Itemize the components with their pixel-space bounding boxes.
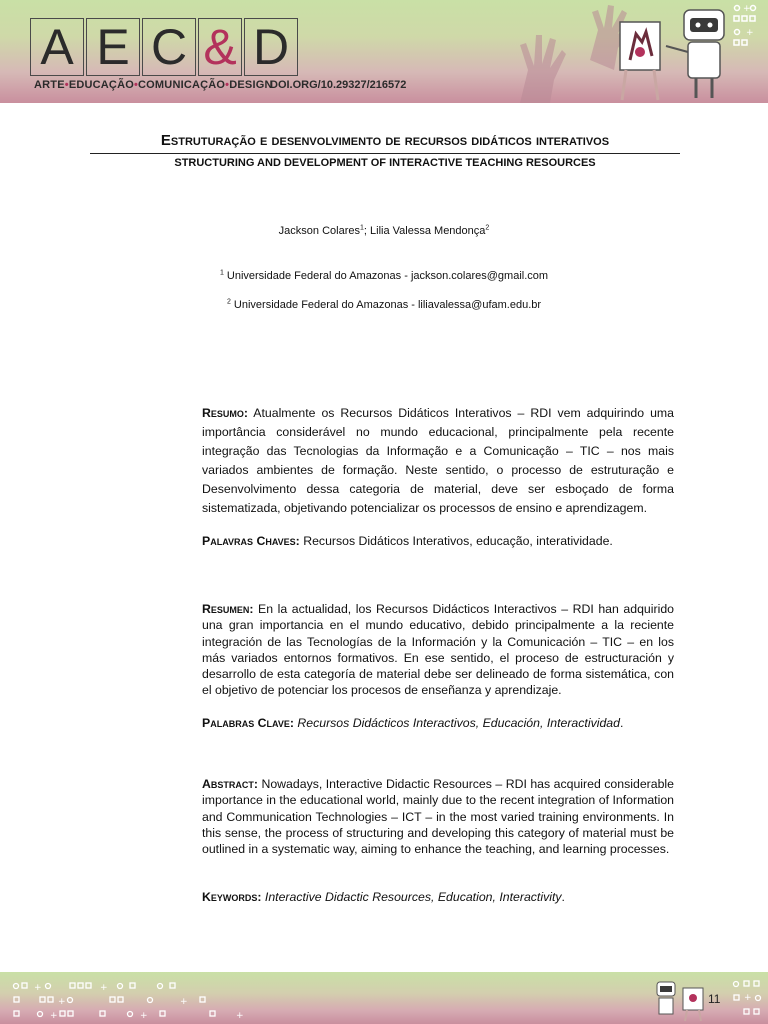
tagline-word: EDUCAÇÃO xyxy=(68,79,134,91)
robot-icon xyxy=(655,976,707,1022)
affiliation-mark: 2 xyxy=(226,298,231,306)
article-title-block xyxy=(90,132,680,169)
affiliation-mark: 1 xyxy=(219,269,224,277)
keywords-label: Keywords: xyxy=(202,890,262,904)
resumo-text: Atualmente os Recursos Didáticos Interativos – RDI vem adquirindo uma importância considerável no mundo educacional, principalmente pela recente integração das Tecnologias da Informação e a Comunicação – TIC – nos mais variados ambientes de formação. Neste sentido, o processo de estruturação e Desenvolvimento dessa categoria de material, deve ser esboçado de forma sistematizada, objetivando potencializar os processos de ensino e aprendizagem. xyxy=(202,406,674,515)
abstract-label: Abstract: xyxy=(202,777,258,791)
logo-letter-d: D xyxy=(244,18,298,76)
palabras-clave-end: . xyxy=(619,716,624,730)
resumen-paragraph xyxy=(202,601,674,699)
svg-text:+: + xyxy=(180,997,188,1007)
tagline-word: DESIGN xyxy=(229,79,273,91)
article-title: Estruturação e desenvolvimento de recursos didáticos interativos xyxy=(90,132,680,154)
article-subtitle: STRUCTURING AND DEVELOPMENT OF INTERACTIVE TEACHING RESOURCES xyxy=(174,157,596,169)
affiliation-text[interactable]: Universidade Federal do Amazonas - jackson.colares@gmail.com xyxy=(223,270,549,282)
palavras-chaves-label: Palavras Chaves: xyxy=(202,534,300,548)
symbol-pattern-icon xyxy=(730,978,764,1022)
svg-text:+: + xyxy=(236,1011,244,1020)
svg-text:+: + xyxy=(743,4,751,14)
affiliation-text[interactable]: Universidade Federal do Amazonas - liliavalessa@ufam.edu.br xyxy=(230,299,542,311)
author-separator: ; xyxy=(363,225,371,237)
keywords-paragraph xyxy=(202,888,674,907)
svg-text:+: + xyxy=(58,997,66,1007)
palabras-clave-text: Recursos Didácticos Interactivos, Educación, Interactividad xyxy=(297,716,620,730)
tagline-word: ARTE xyxy=(34,79,65,91)
tagline-word: COMUNICAÇÃO xyxy=(138,79,226,91)
svg-text:+: + xyxy=(50,1011,58,1020)
svg-text:+: + xyxy=(746,28,754,38)
palabras-clave-paragraph xyxy=(202,714,674,733)
palavras-chaves-paragraph xyxy=(202,532,674,551)
svg-text:+: + xyxy=(100,983,108,993)
palavras-chaves-text: Recursos Didáticos Interativos, educação, interatividade. xyxy=(299,534,613,548)
symbol-pattern-icon xyxy=(10,980,260,1020)
abstract-text: Nowadays, Interactive Didactic Resources – RDI has acquired considerable importance in the educational world, mainly due to the recent integration of Information and Communication Technologies – ICT – in the most varied training environments. In this sense, the process of structuring and developing this category of material must be outlined in a systematic way, aiming to enhance the teaching, and learning processes. xyxy=(202,777,674,857)
logo-letter-e: E xyxy=(86,18,140,76)
header-band xyxy=(0,0,768,103)
authors-line xyxy=(0,225,768,237)
abstract-paragraph xyxy=(202,776,674,857)
svg-text:+: + xyxy=(744,993,752,1003)
svg-text:+: + xyxy=(34,983,42,993)
page-number: 11 xyxy=(708,992,721,1006)
resumo-paragraph xyxy=(202,404,674,518)
affiliation-1 xyxy=(0,270,768,282)
journal-logo[interactable] xyxy=(30,18,298,76)
logo-letter-a: A xyxy=(30,18,84,76)
resumen-label: Resumen: xyxy=(202,602,254,616)
keywords-text: Interactive Didactic Resources, Education, Interactivity xyxy=(264,890,562,904)
svg-text:+: + xyxy=(140,1011,148,1020)
author-affiliation-mark: 1 xyxy=(360,224,364,232)
logo-ampersand: & xyxy=(198,18,242,76)
doi-link[interactable]: DOI.ORG/10.29327/216572 xyxy=(270,79,407,91)
author-name: Lilia Valessa Mendonça xyxy=(370,225,486,237)
affiliation-2 xyxy=(0,299,768,311)
logo-letter-c: C xyxy=(142,18,196,76)
footer-band xyxy=(0,972,768,1024)
robot-painter-icon xyxy=(616,2,766,102)
palabras-clave-label: Palabras Clave: xyxy=(202,716,294,730)
keywords-end: . xyxy=(561,890,565,904)
resumen-text: En la actualidad, los Recursos Didácticos Interactivos – RDI han adquirido una gran importancia en el mundo educativo, debido principalmente a la reciente integración de las Tecnologías de la Información y la Comunicación – TIC – en los más variados entornos formativos. En ese sentido, el proceso de estructuración y desarrollo de esta categoría de material debe ser delineado de forma sistemática, con el objetivo de potenciar los procesos de enseñanza y aprendizaje. xyxy=(202,602,674,698)
resumo-label: Resumo: xyxy=(202,406,248,420)
author-affiliation-mark: 2 xyxy=(485,224,490,232)
author-name: Jackson Colares xyxy=(278,225,360,237)
logo-tagline: ARTE•EDUCAÇÃO•COMUNICAÇÃO•DESIGN xyxy=(34,79,273,91)
